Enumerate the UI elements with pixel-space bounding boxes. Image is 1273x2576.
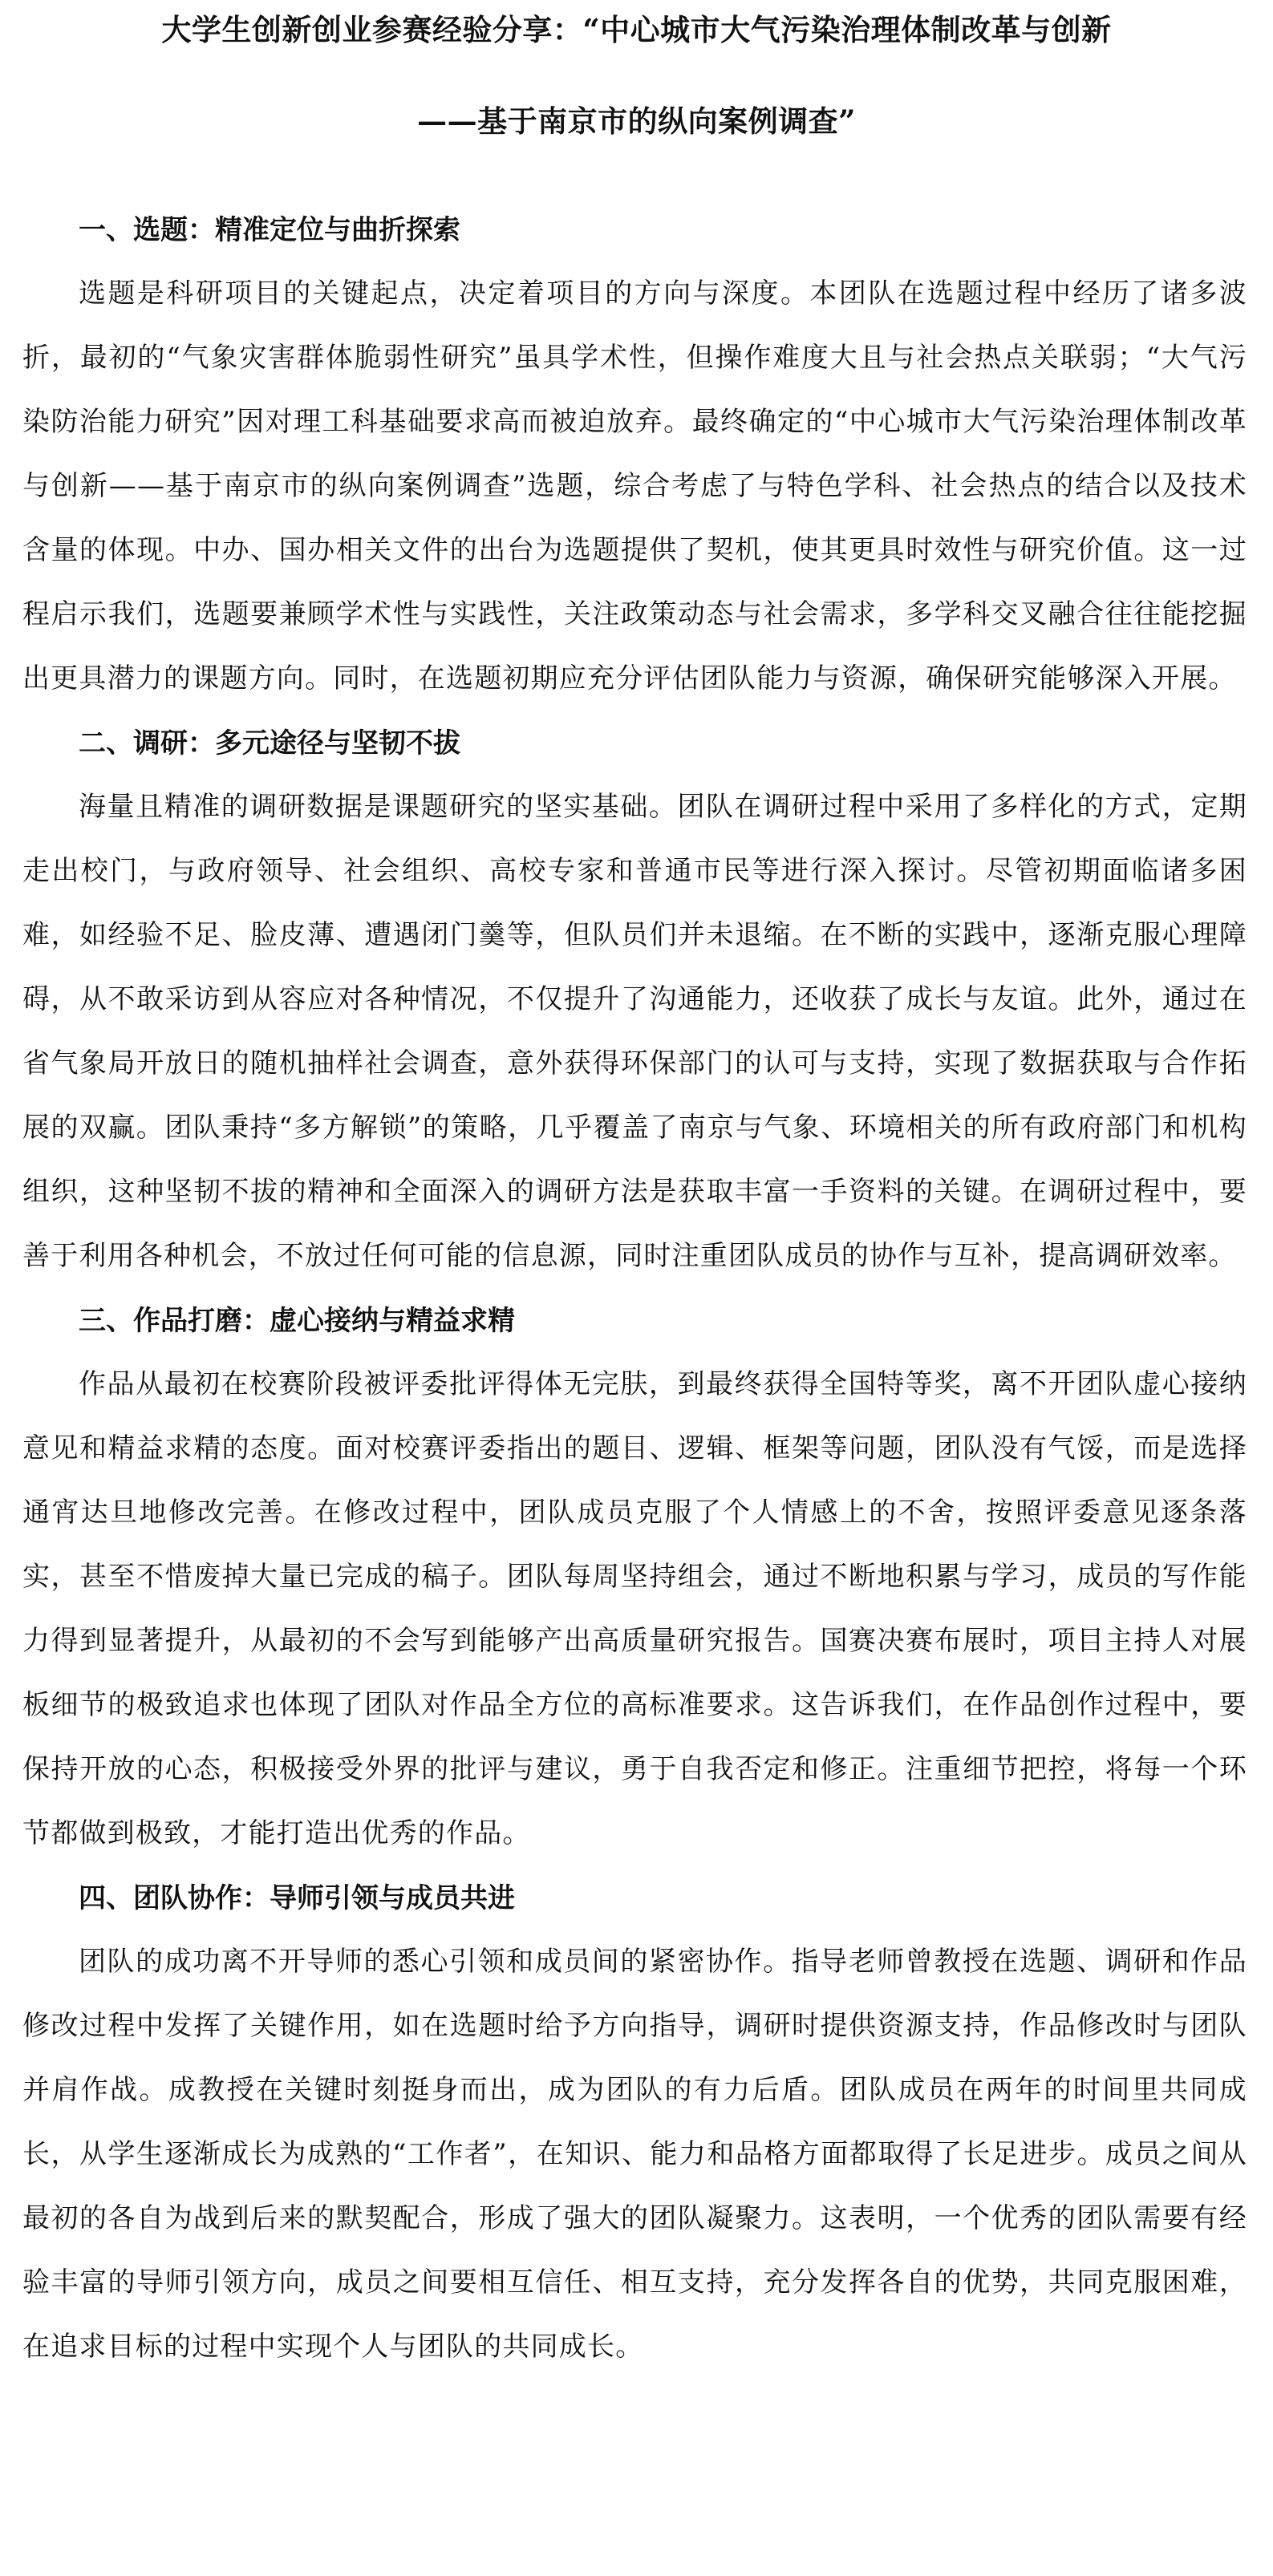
section-paragraph: 作品从最初在校赛阶段被评委批评得体无完肤，到最终获得全国特等奖，离不开团队虚心接纳意见和精益求精的态度。面对校赛评委指出的题目、逻辑、框架等问题，团队没有气馁，而是选择通宵达旦地修改完善。在修改过程中，团队成员克服了个人情感上的不舍，按照评委意见逐条落实，甚至不惜废掉大量已完成的稿子。团队每周坚持组会，通过不断地积累与学习，成员的写作能力得到显著提升，从最初的不会写到能够产出高质量研究报告。国赛决赛布展时，项目主持人对展板细节的极致追求也体现了团队对作品全方位的高标准要求。这告诉我们，在作品创作过程中，要保持开放的心态，积极接受外界的批评与建议，勇于自我否定和修正。注重细节把控，将每一个环节都做到极致，才能打造出优秀的作品。	[22, 1368, 1247, 1849]
section-heading: 三、作品打磨：虚心接纳与精益求精	[79, 1305, 515, 1337]
document-title-line2: ——基于南京市的纵向案例调查”	[417, 103, 856, 139]
section-paragraph: 团队的成功离不开导师的悉心引领和成员间的紧密协作。指导老师曾教授在选题、调研和作品修改过程中发挥了关键作用，如在选题时给予方向指导，调研时提供资源支持，作品修改时与团队并肩作战。成教授在关键时刻挺身而出，成为团队的有力后盾。团队成员在两年的时间里共同成长，从学生逐渐成长为成熟的“工作者”，在知识、能力和品格方面都取得了长足进步。成员之间从最初的各自为战到后来的默契配合，形成了强大的团队凝聚力。这表明，一个优秀的团队需要有经验丰富的导师引领方向，成员之间要相互信任、相互支持，充分发挥各自的优势，共同克服困难，在追求目标的过程中实现个人与团队的共同成长。	[22, 1946, 1247, 2363]
section-heading: 二、调研：多元途径与坚韧不拔	[79, 727, 460, 759]
document-body	[22, 199, 1247, 2380]
section-heading: 一、选题：精准定位与曲折探索	[79, 214, 460, 246]
section-paragraph: 选题是科研项目的关键起点，决定着项目的方向与深度。本团队在选题过程中经历了诸多波折，最初的“气象灾害群体脆弱性研究”虽具学术性，但操作难度大且与社会热点关联弱；“大气污染防治能力研究”因对理工科基础要求高而被迫放弃。最终确定的“中心城市大气污染治理体制改革与创新——基于南京市的纵向案例调查”选题，综合考虑了与特色学科、社会热点的结合以及技术含量的体现。中办、国办相关文件的出台为选题提供了契机，使其更具时效性与研究价值。这一过程启示我们，选题要兼顾学术性与实践性，关注政策动态与社会需求，多学科交叉融合往往能挖掘出更具潜力的课题方向。同时，在选题初期应充分评估团队能力与资源，确保研究能够深入开展。	[22, 277, 1247, 695]
section-topic-selection	[22, 199, 1247, 711]
section-research	[22, 712, 1247, 1288]
section-paragraph: 海量且精准的调研数据是课题研究的坚实基础。团队在调研过程中采用了多样化的方式，定期走出校门，与政府领导、社会组织、高校专家和普通市民等进行深入探讨。尽管初期面临诸多困难，如经验不足、脸皮薄、遭遇闭门羹等，但队员们并未退缩。在不断的实践中，逐渐克服心理障碍，从不敢采访到从容应对各种情况，不仅提升了沟通能力，还收获了成长与友谊。此外，通过在省气象局开放日的随机抽样社会调查，意外获得环保部门的认可与支持，实现了数据获取与合作拓展的双赢。团队秉持“多方解锁”的策略，几乎覆盖了南京与气象、环境相关的所有政府部门和机构组织，这种坚韧不拔的精神和全面深入的调研方法是获取丰富一手资料的关键。在调研过程中，要善于利用各种机会，不放过任何可能的信息源，同时注重团队成员的协作与互补，提高调研效率。	[22, 791, 1247, 1272]
document-title-line1: 大学生创新创业参赛经验分享：“中心城市大气污染治理体制改革与创新	[161, 12, 1112, 47]
section-work-refinement	[22, 1290, 1247, 1865]
section-heading: 四、团队协作：导师引领与成员共进	[79, 1882, 515, 1914]
section-teamwork	[22, 1867, 1247, 2379]
